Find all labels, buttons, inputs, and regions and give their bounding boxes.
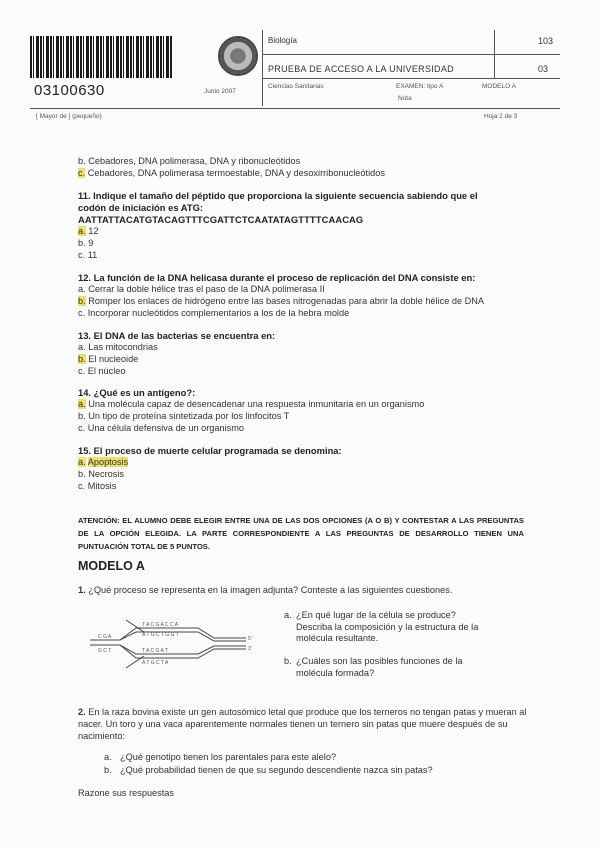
exam-type: EXAMEN: tipo A (396, 83, 444, 90)
option-c: c. Incorporar nucleótidos complementarios a los de la hebra molde (78, 308, 350, 318)
subject-area: Ciencias Sanitarias (268, 83, 324, 90)
dna-replication-diagram (86, 612, 266, 670)
svg-text:5': 5' (248, 636, 252, 642)
option-a: a. Cerrar la doble hélice tras el paso de la DNA polimerasa II (78, 284, 325, 294)
option-c: c. Una célula defensiva de un organismo (78, 423, 245, 433)
dna-sequence: AATTATTACATGTACAGTTTCGATTCTCAATATAGTTTTCAACAG (78, 214, 364, 225)
option-a: a. Una molécula capaz de desencadenar una respuesta inmunitaria en un organismo (78, 399, 425, 409)
page-code: 103 (538, 36, 554, 46)
option-c: c. El núcleo (78, 366, 126, 376)
question-2-text: 2. En la raza bovina existe un gen autosómico letal que produce que los terneros no tengan patas y mueran al nacer. Un toro y una vaca aparentemente normales tienen un ternero sin patas que muere después de su nacimiento: (78, 707, 527, 741)
option-a: a. 12 (78, 226, 99, 236)
question-11-title: 11. Indique el tamaño del péptido que proporciona la siguiente secuencia sabiendo que el (78, 190, 478, 201)
subject-label: Biología (268, 36, 297, 45)
closing-instruction: Razone sus respuestas (78, 788, 175, 798)
option-b: b. Un tipo de proteína sintetizada por los linfocitos T (78, 411, 290, 421)
svg-text:A T G C T A: A T G C T A (142, 660, 169, 666)
q2-sub-b-letter: b. (104, 765, 112, 775)
model-label: MODELO A (482, 83, 516, 90)
option-a: a. Apoptosis (78, 457, 129, 467)
question-13-title: 13. El DNA de las bacterias se encuentra en: (78, 330, 276, 341)
exam-title: PRUEBA DE ACCESO A LA UNIVERSIDAD (268, 64, 454, 74)
sub-a-letter: a. (284, 610, 292, 620)
barcode (30, 36, 172, 78)
question-11-title-cont: codón de iniciación es ATG: (78, 202, 204, 213)
header-divider (262, 54, 560, 55)
barcode-number: 03100630 (34, 82, 105, 99)
svg-text:G C T: G C T (98, 648, 112, 654)
header-divider (494, 30, 495, 78)
question-12-title: 12. La función de la DNA helicasa durante el proceso de replicación del DNA consiste en: (78, 272, 476, 283)
svg-text:T A C G A T: T A C G A T (142, 648, 168, 654)
svg-text:3': 3' (248, 646, 252, 652)
question-14-title: 14. ¿Qué es un antígeno?: (78, 387, 196, 398)
sub-b-text: ¿Cuáles son las posibles funciones de la molécula formada? (296, 656, 463, 678)
attention-notice: ATENCIÓN: EL ALUMNO DEBE ELEGIR ENTRE UNA DE LAS DOS OPCIONES (A O B) Y CONTESTAR A LAS PREGUNTAS DE LA OPCIÓN ELEGIDA. LA PARTE CORRESPONDIENTE A LAS PREGUNTAS DE DESARROLLO TIENEN UNA PUNTUACIÓN TOTAL DE 5 PUNTOS. (78, 516, 524, 551)
question-15-title: 15. El proceso de muerte celular programada se denomina: (78, 445, 342, 456)
header-divider (30, 108, 560, 109)
option-b: b. Cebadores, DNA polimerasa, DNA y ribonucleótidos (78, 156, 301, 166)
option-c: c. Cebadores, DNA polimerasa termoestable, DNA y desoxirribonucleótidos (78, 168, 385, 178)
svg-text:C G A: C G A (98, 634, 112, 640)
svg-text:T A C G A C C A: T A C G A C C A (142, 622, 179, 628)
option-c: c. 11 (78, 250, 98, 260)
footer-left: [ Mayor de ] (pequeño) (36, 113, 102, 120)
option-b: b. Romper los enlaces de hidrógeno entre las bases nitrogenadas para abrir la doble hélice de DNA (78, 296, 485, 306)
sub-b-letter: b. (284, 656, 292, 666)
q2-sub-a-letter: a. (104, 752, 112, 762)
option-a: a. Las mitocondrias (78, 342, 158, 352)
q2-sub-a-text: ¿Qué genotipo tienen los parentales para este alelo? (120, 752, 337, 762)
option-c: c. Mitosis (78, 481, 117, 491)
sheet-label: Hoja 2 de 3 (484, 113, 518, 120)
exam-code: 03 (538, 64, 549, 74)
header-divider (262, 30, 263, 106)
section-title: MODELO A (78, 559, 145, 573)
option-b: b. El nucleoide (78, 354, 139, 364)
nota-label: Nota (398, 95, 412, 102)
university-seal (218, 36, 258, 76)
svg-text:A T G C T G G T: A T G C T G G T (142, 632, 179, 638)
question-1-title: 1. ¿Qué proceso se representa en la imagen adjunta? Conteste a las siguientes cuestiones. (78, 585, 453, 595)
exam-date: Junio 2007 (204, 88, 236, 95)
sub-a-text: ¿En qué lugar de la célula se produce? Describa la composición y la estructura de la molécula resultante. (296, 610, 479, 643)
header-divider (262, 78, 560, 79)
option-b: b. 9 (78, 238, 94, 248)
q2-sub-b-text: ¿Qué probabilidad tienen de que su segundo descendiente nazca sin patas? (120, 765, 433, 775)
option-b: b. Necrosis (78, 469, 124, 479)
